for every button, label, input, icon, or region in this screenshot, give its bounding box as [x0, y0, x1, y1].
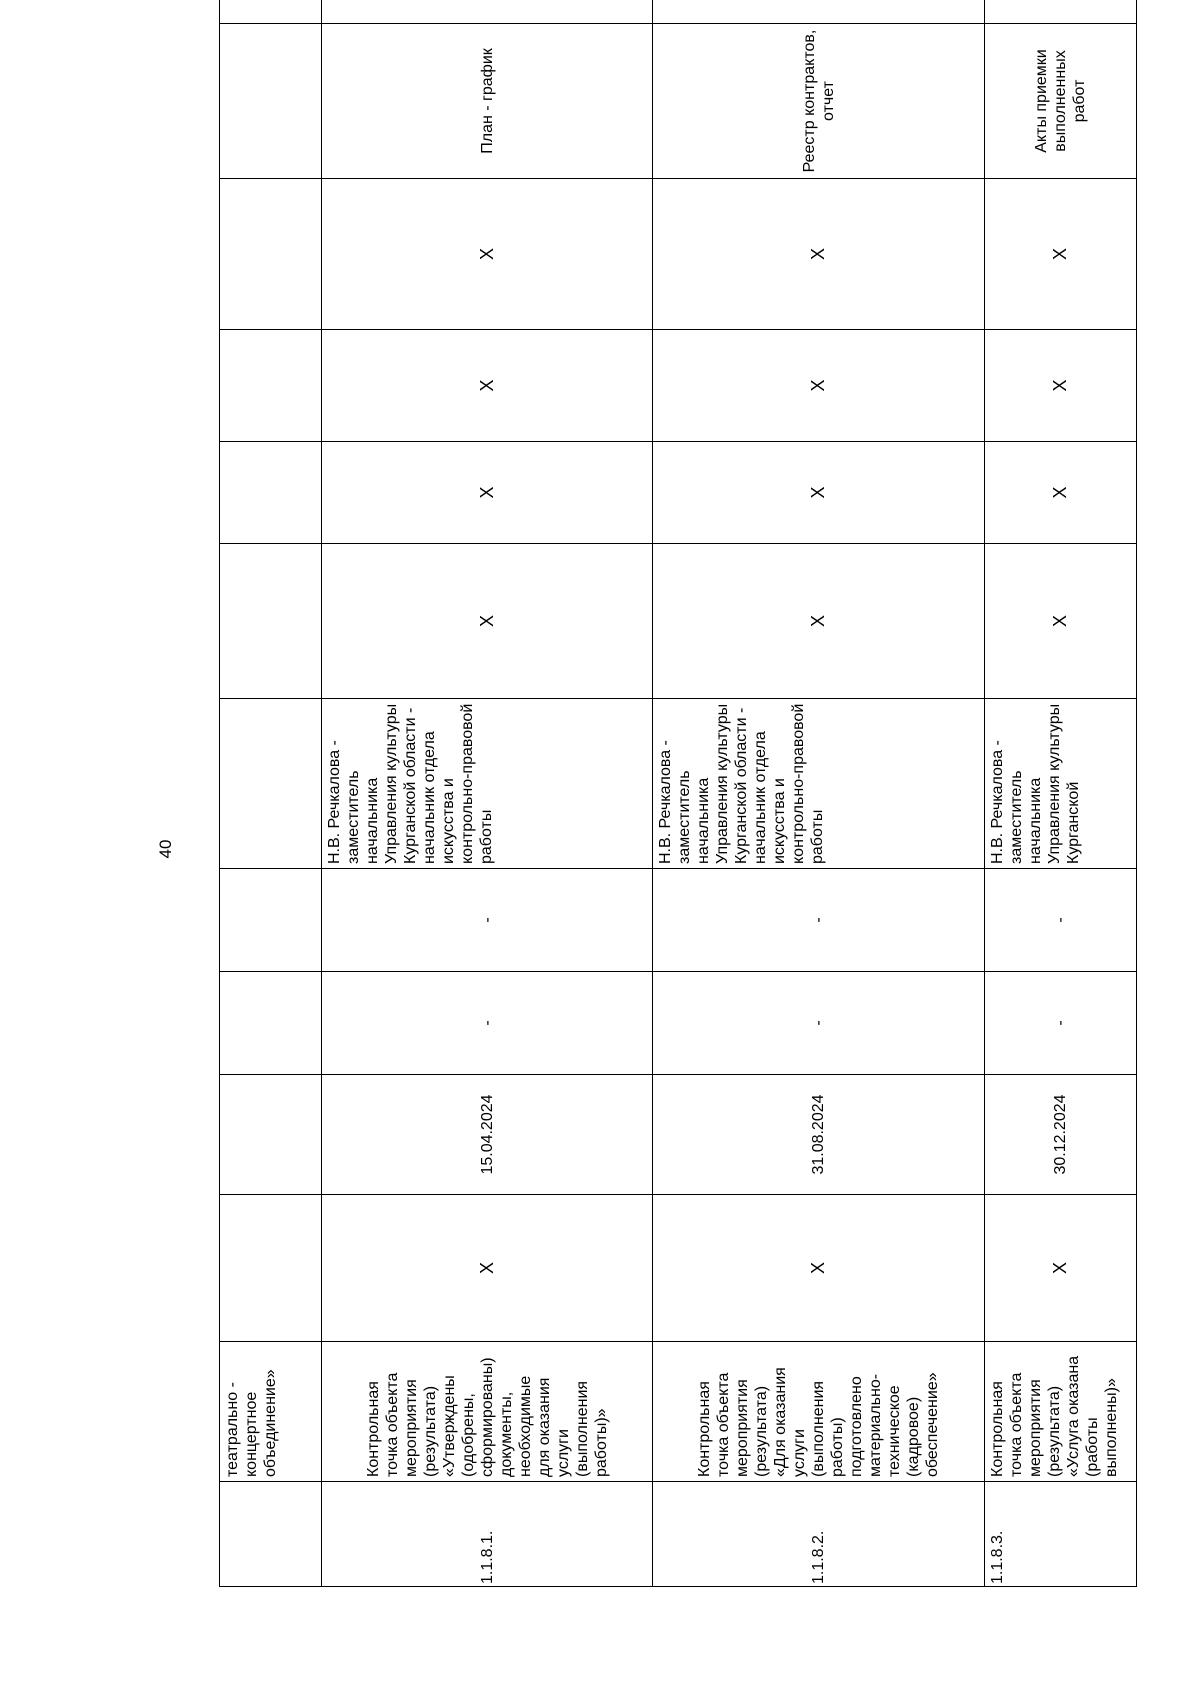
header-row-cell — [220, 869, 322, 972]
responsible-person: Н.В. Речкалова - заместитель начальника Управления культуры Курганской области - начальник отдела искусства и контрольно-правовой работы — [322, 699, 653, 869]
cross-mark: X — [322, 442, 653, 544]
dash-mark: - — [653, 972, 985, 1075]
header-row-cell — [220, 1195, 322, 1342]
header-row-cell — [220, 1075, 322, 1195]
cross-mark: X — [985, 179, 1137, 330]
row-name: Контрольная точка объекта мероприятия (результата) «Утверждены (одобрены, сформированы) документы, необходимые для оказания услуги (выполнения работы)» — [322, 1342, 653, 1482]
information-system — [322, 0, 653, 24]
responsible-person: Н.В. Речкалова - заместитель начальника Управления культуры Курганской области - начальник отдела искусства и контрольно-правовой работы — [653, 699, 985, 869]
cross-mark: X — [653, 544, 985, 699]
document-type: Акты приемки выполненных работ — [985, 24, 1137, 179]
cross-mark: X — [985, 544, 1137, 699]
page-number: 40 — [156, 839, 175, 859]
dash-mark: - — [322, 869, 653, 972]
information-system — [653, 0, 985, 24]
header-row-cell — [220, 0, 322, 24]
header-row-num-cell — [220, 1482, 322, 1587]
dash-mark: - — [985, 972, 1137, 1075]
information-system — [985, 0, 1137, 24]
header-row-cell — [220, 972, 322, 1075]
cross-mark: X — [322, 544, 653, 699]
cross-mark: X — [653, 1195, 985, 1342]
responsible-person: Н.В. Речкалова - заместитель начальника Управления культуры Курганской — [985, 699, 1137, 869]
table-row — [322, 0, 653, 1587]
header-row-cell — [220, 442, 322, 544]
row-number: 1.1.8.3. — [985, 1482, 1137, 1587]
dash-mark: - — [653, 869, 985, 972]
deadline-date: 30.12.2024 — [985, 1075, 1137, 1195]
plan-table — [219, 0, 1137, 1587]
cross-mark: X — [322, 179, 653, 330]
header-row-cell — [220, 179, 322, 330]
header-row-cell — [220, 330, 322, 442]
cross-mark: X — [653, 330, 985, 442]
dash-mark: - — [322, 972, 653, 1075]
document-type: Реестр контрактов, отчет — [653, 24, 985, 179]
cross-mark: X — [653, 442, 985, 544]
cross-mark: X — [985, 330, 1137, 442]
rotated-table-container — [219, 29, 1136, 1587]
header-row-cell — [220, 24, 322, 179]
header-row-cell — [220, 699, 322, 869]
cross-mark: X — [322, 1195, 653, 1342]
row-name: Контрольная точка объекта мероприятия (результата) «Услуга оказана (работы выполнены)» — [985, 1342, 1137, 1482]
row-name: Контрольная точка объекта мероприятия (результата) «Для оказания услуги (выполнения работы) подготовлено материально-техническое (кадровое) обеспечение» — [653, 1342, 985, 1482]
dash-mark: - — [985, 869, 1137, 972]
table-row — [985, 0, 1137, 1587]
header-row-cell — [220, 544, 322, 699]
row-number: 1.1.8.1. — [322, 1482, 653, 1587]
table-row — [220, 0, 322, 1587]
document-type: План - график — [322, 24, 653, 179]
deadline-date: 15.04.2024 — [322, 1075, 653, 1195]
table-row — [653, 0, 985, 1587]
cross-mark: X — [985, 442, 1137, 544]
cross-mark: X — [653, 179, 985, 330]
cross-mark: X — [985, 1195, 1137, 1342]
row-number: 1.1.8.2. — [653, 1482, 985, 1587]
deadline-date: 31.08.2024 — [653, 1075, 985, 1195]
cross-mark: X — [322, 330, 653, 442]
header-row-name-cell: театрально - концертное объединение» — [220, 1342, 322, 1482]
